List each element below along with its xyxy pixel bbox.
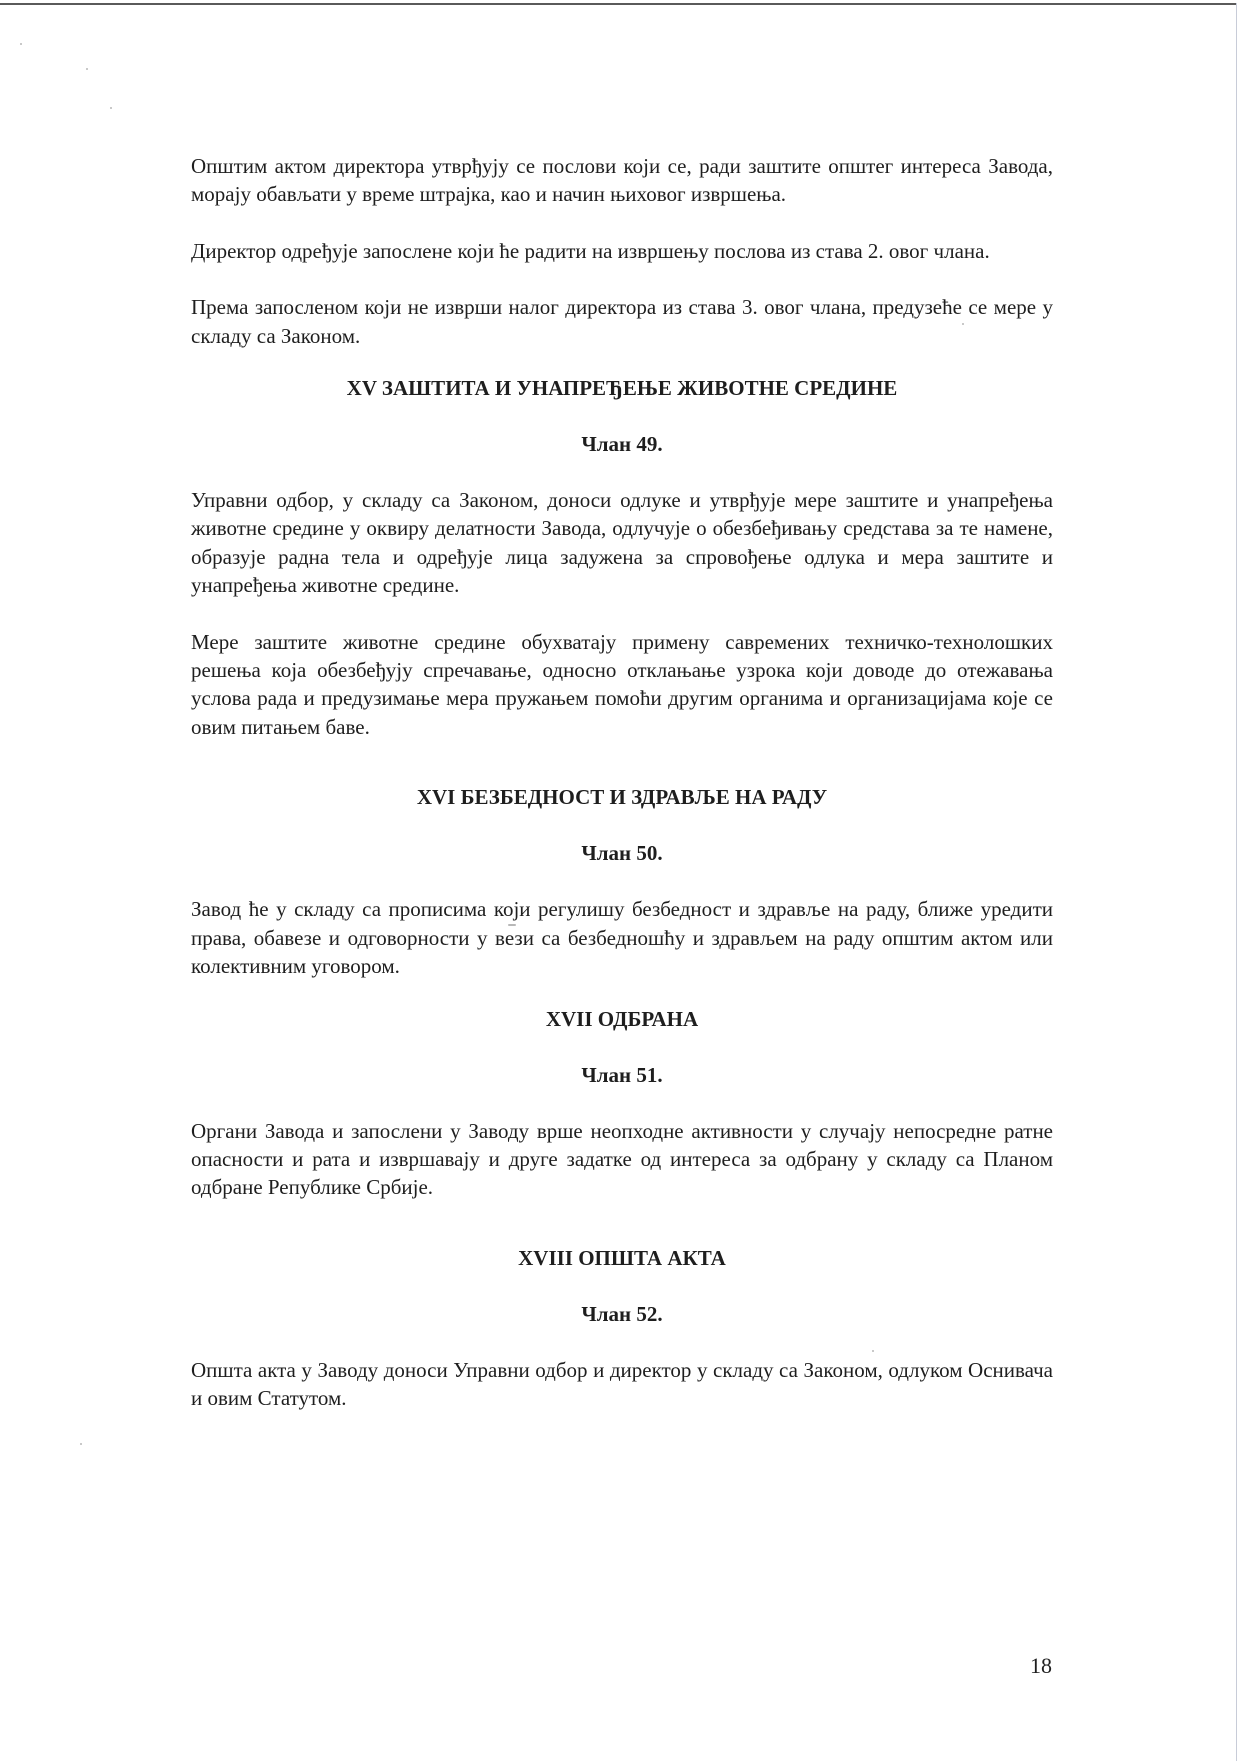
- article-heading: Члан 51.: [581, 1062, 663, 1087]
- section-xv: [191, 374, 1053, 741]
- chapter-heading: XVII ОДБРАНА: [545, 1006, 699, 1031]
- scan-speck: [86, 68, 88, 70]
- chapter-heading: XVI БЕЗБЕДНОСТ И ЗДРАВЉЕ НА РАДУ: [416, 785, 828, 810]
- paragraph: Управни одбор, у складу са Законом, доноси одлуке и утврђује мере заштите и унапређења животне средине у оквиру делатности Завода, одлучује о обезбеђивању средстава за те намене, образује радна тела и одређује лица задужена за спровођење одлука и мера заштите и унапређења животне средине.: [191, 488, 1053, 598]
- paragraph: Општим актом директора утврђују се послови који се, ради заштите општег интереса Завода, морају обављати у време штрајка, као и начин њиховог извршења.: [191, 154, 1053, 207]
- chapter-heading: XVIII ОПШТА АКТА: [518, 1245, 726, 1270]
- article-heading: Члан 52.: [581, 1301, 663, 1326]
- scan-speck: [20, 43, 22, 45]
- section-continuation: [191, 152, 1053, 350]
- document-page: [191, 152, 1053, 1413]
- section-xvi: [191, 783, 1053, 980]
- paragraph: Органи Завода и запослени у Заводу врше неопходне активности у случају непосредне ратне опасности и рата и извршавају и друге задатке од интереса за одбрану у складу са Планом одбране Републике Србије.: [191, 1118, 1053, 1200]
- paragraph: Према запосленом који не изврши налог директора из става 3. овог члана, предузеће се мере у складу са Законом.: [191, 295, 1053, 348]
- section-xvii: [191, 1005, 1053, 1202]
- article-heading: Члан 50.: [581, 841, 663, 866]
- scan-speck: [110, 107, 112, 109]
- page-number: 18: [1030, 1653, 1052, 1678]
- scan-right-edge: [1236, 3, 1237, 1761]
- scan-top-edge: [0, 3, 1236, 5]
- section-xviii: [191, 1244, 1053, 1413]
- paragraph: Општа акта у Заводу доноси Управни одбор и директор у складу са Законом, одлуком Оснивача и овим Статутом.: [191, 1357, 1053, 1411]
- paragraph: Завод ће у складу са прописима који регулишу безбедност и здравље на раду, ближе уредити права, обавезе и одговорности у вези са безбедношћу и здрављем на раду општим актом или колективним уговором.: [191, 897, 1053, 979]
- paragraph: Директор одређује запослене који ће радити на извршењу послова из става 2. овог члана.: [191, 238, 990, 263]
- paragraph: Мере заштите животне средине обухватају примену савремених техничко-технолошких решења која обезбеђују спречавање, односно отклањање узрока који доводе до отежавања услова рада и предузимање мера пружањем помоћи другим органима и организацијама које се овим питањем баве.: [191, 629, 1053, 739]
- article-heading: Члан 49.: [581, 432, 663, 457]
- chapter-heading: XV ЗАШТИТА И УНАПРЕЂЕЊЕ ЖИВОТНЕ СРЕДИНЕ: [346, 376, 898, 401]
- scan-speck: [80, 1443, 82, 1445]
